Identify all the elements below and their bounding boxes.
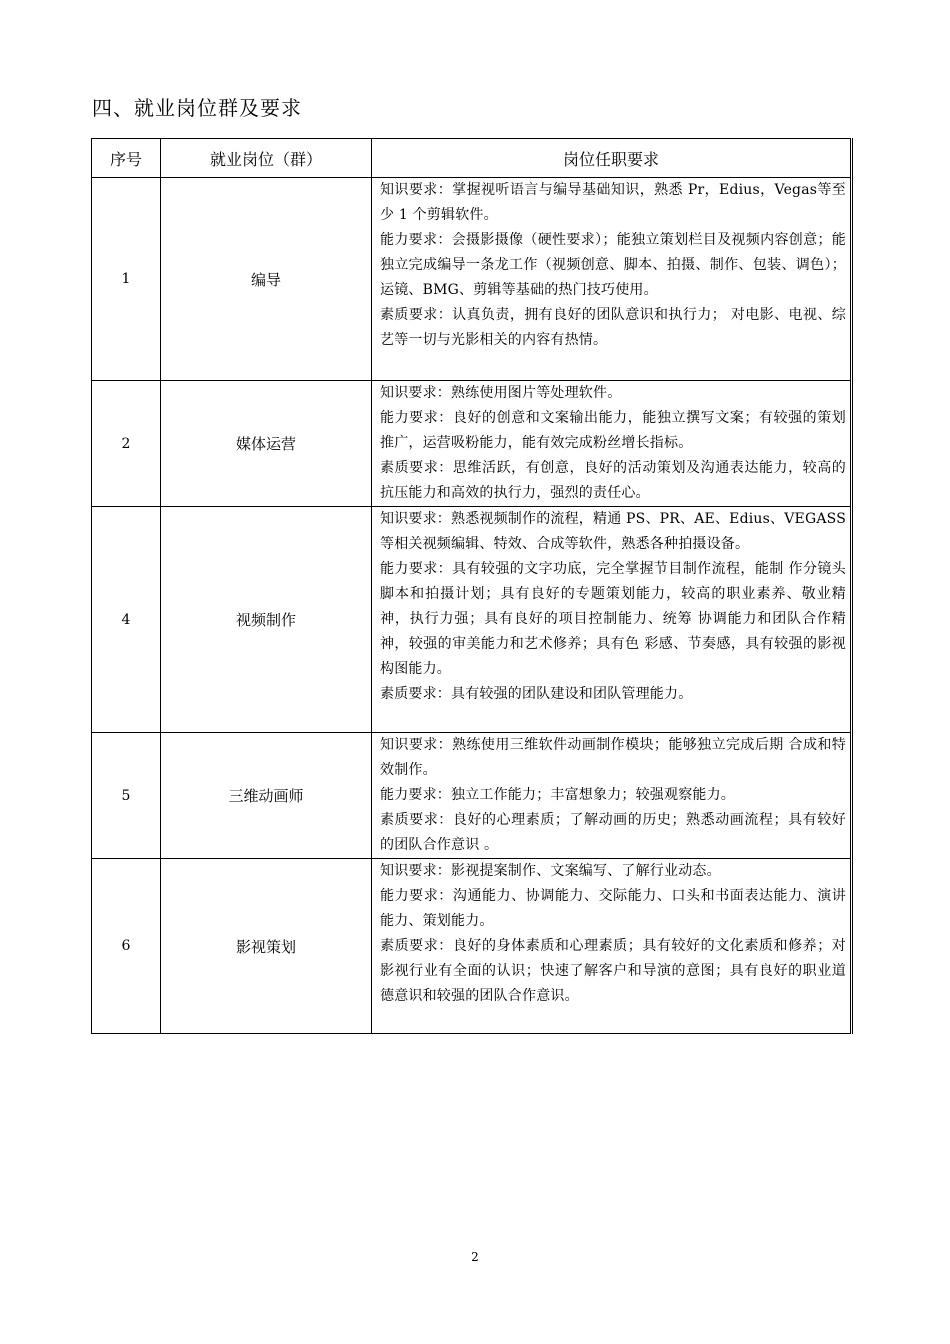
page-number: 2 <box>471 1250 479 1264</box>
table-row <box>92 381 852 507</box>
quality-requirement: 素质要求：认真负责，拥有良好的团队意识和执行力； 对电影、电视、综艺等一切与光影相关的内容有热情。 <box>380 307 846 348</box>
row-requirements <box>372 381 852 507</box>
row-no: 4 <box>92 507 161 733</box>
knowledge-requirement: 知识要求：熟练使用三维软件动画制作模块；能够独立完成后期 合成和特效制作。 <box>380 737 846 778</box>
row-no: 5 <box>92 733 161 859</box>
knowledge-requirement: 知识要求：熟练使用图片等处理软件。 <box>380 385 622 401</box>
row-no: 6 <box>92 859 161 1034</box>
ability-requirement: 能力要求：会摄影摄像（硬性要求）；能独立策划栏目及视频内容创意；能独立完成编导一条龙工作（视频创意、脚本、拍摄、制作、包装、调色）；运镜、BMG、剪辑等基础的热门技巧使用。 <box>380 232 846 298</box>
row-position: 三维动画师 <box>161 733 372 859</box>
table-header-row <box>92 139 852 178</box>
header-requirements: 岗位任职要求 <box>372 139 852 178</box>
row-position: 编导 <box>161 178 372 381</box>
knowledge-requirement: 知识要求：掌握视听语言与编导基础知识，熟悉 Pr，Edius，Vegas等至少 1 个剪辑软件。 <box>380 182 846 223</box>
row-position: 视频制作 <box>161 507 372 733</box>
row-no: 2 <box>92 381 161 507</box>
ability-requirement: 能力要求：具有较强的文字功底，完全掌握节目制作流程，能制 作分镜头脚本和拍摄计划；具有良好的专题策划能力，较高的职业素养、敬业精神，执行力强；具有良好的项目控制能力、统筹 协调能力和团队合作精神，较强的审美能力和艺术修养；具有色 彩感、节奏感，具有较强的影视构图能力。 <box>380 561 846 677</box>
table-row <box>92 733 852 859</box>
knowledge-requirement: 知识要求：影视提案制作、文案编写、了解行业动态。 <box>380 863 721 879</box>
table-row <box>92 859 852 1034</box>
table-row <box>92 507 852 733</box>
ability-requirement: 能力要求：良好的创意和文案输出能力，能独立撰写文案；有较强的策划推广，运营吸粉能力，能有效完成粉丝增长指标。 <box>380 410 846 451</box>
quality-requirement: 素质要求：良好的心理素质；了解动画的历史；熟悉动画流程；具有较好的团队合作意识 。 <box>380 812 846 853</box>
ability-requirement: 能力要求：独立工作能力；丰富想象力；较强观察能力。 <box>380 787 735 803</box>
job-requirements-table <box>91 138 853 1034</box>
row-position: 影视策划 <box>161 859 372 1034</box>
row-requirements <box>372 178 852 381</box>
header-no: 序号 <box>92 139 161 178</box>
row-requirements <box>372 507 852 733</box>
row-requirements <box>372 859 852 1034</box>
quality-requirement: 素质要求：具有较强的团队建设和团队管理能力。 <box>380 686 693 702</box>
knowledge-requirement: 知识要求：熟悉视频制作的流程，精通 PS、PR、AE、Edius、VEGASS 等相关视频编辑、特效、合成等软件，熟悉各种拍摄设备。 <box>380 511 846 552</box>
row-requirements <box>372 733 852 859</box>
table-row <box>92 178 852 381</box>
ability-requirement: 能力要求：沟通能力、协调能力、交际能力、口头和书面表达能力、演讲能力、策划能力。 <box>380 888 846 929</box>
section-title: 四、就业岗位群及要求 <box>92 96 302 120</box>
row-no: 1 <box>92 178 161 381</box>
header-position: 就业岗位（群） <box>161 139 372 178</box>
row-position: 媒体运营 <box>161 381 372 507</box>
quality-requirement: 素质要求：良好的身体素质和心理素质；具有较好的文化素质和修养；对影视行业有全面的认识；快速了解客户和导演的意图；具有良好的职业道德意识和较强的团队合作意识。 <box>380 938 846 1004</box>
quality-requirement: 素质要求：思维活跃，有创意，良好的活动策划及沟通表达能力，较高的抗压能力和高效的执行力，强烈的责任心。 <box>380 460 846 501</box>
